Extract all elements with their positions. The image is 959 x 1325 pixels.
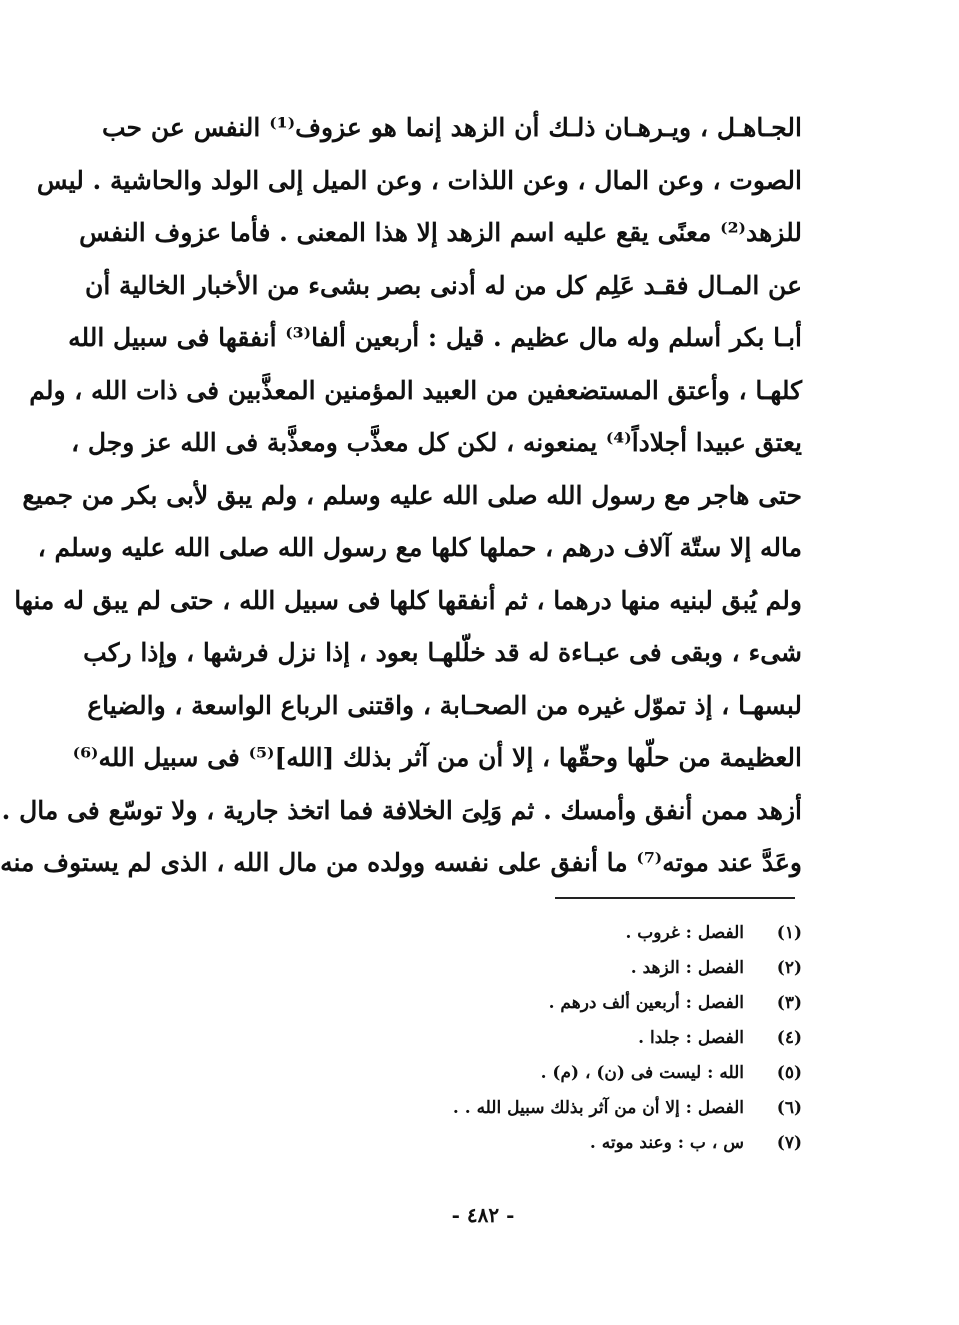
footnote-item (382, 1056, 802, 1091)
footnote-number: (٦) (776, 1098, 802, 1118)
footnote-item (382, 951, 802, 986)
footnote-number: (٢) (776, 958, 802, 978)
footnote-text: الله : ليست فى (ن) ، (م) . (540, 1063, 744, 1083)
footnote-text: الفصل : أربعين ألف درهم . (548, 993, 744, 1013)
footnote-item (382, 1021, 802, 1056)
text-line: شىء ، وبقى فى عبـاءة له قد خلّلهـا بعود ، إذا نزل فرشها ، وإذا ركب (83, 638, 802, 667)
footnotes-list (382, 916, 802, 1161)
footnote-text: الفصل : إلا أن من آثر بذلك سبيل الله . . (452, 1098, 744, 1118)
text-line: أبـا بكر أسلم وله مال عظيم . قيل : أربعين ألفا⁽³⁾ أنفقها فى سبيل الله (68, 323, 802, 352)
footnote-text: الفصل : غروب . (625, 923, 744, 943)
page-number: - ٤٨٢ - (451, 1203, 515, 1227)
text-line: حتى هاجر مع رسول الله صلى الله عليه وسلم ، ولم يبق لأبى بكر من جميع (22, 480, 802, 510)
main-text (0, 102, 802, 890)
text-line: العظيمة من حلّها وحقّها ، إلا أن من آثر بذلك [الله]⁽⁵⁾ فى سبيل الله⁽⁶⁾ (72, 743, 802, 772)
text-line: للزهد⁽²⁾ معنًى يقع عليه اسم الزهد إلا هذا المعنى . فأما عزوف النفس (79, 218, 802, 247)
footnote-text: الفصل : الزهد . (630, 958, 744, 978)
text-line: ماله إلا ستّة آلاف درهم ، حملها كلها مع رسول الله صلى الله عليه وسلم ، (37, 533, 802, 562)
footnote-item (382, 986, 802, 1021)
text-line: الجـاهـل ، ويـرهـان ذلـك أن الزهد إنما هو عزوف⁽¹⁾ النفس عن حب (102, 113, 802, 142)
footnote-number: (٥) (776, 1063, 802, 1083)
text-line: وعَدَّ عند موته⁽⁷⁾ ما أنفق على نفسه وولده من مال الله ، الذى لم يستوف منه (0, 848, 802, 877)
footnote-item (382, 1126, 802, 1161)
text-line: الصوت ، وعن المال ، وعن اللذات ، وعن الميل إلى الولد والحاشية . ليس (36, 165, 802, 195)
text-line: يعتق عبيدا أجلاداً⁽⁴⁾ يمنعونه ، لكن كل معذَّب ومعذَّبة فى الله عز وجل ، (71, 428, 802, 457)
footnote-number: (٣) (776, 993, 802, 1013)
text-line: أزهد ممن أنفق وأمسك . ثم وَلِىَ الخلافة فما اتخذ جارية ، ولا توسّع فى مال . (1, 795, 802, 825)
text-line: كلهـا ، وأعتق المستضعفين من العبيد المؤمنين المعذَّبين فى ذات الله ، ولم (29, 375, 802, 405)
footnote-number: (٧) (776, 1133, 802, 1153)
footnote-text: الفصل : جلدا . (638, 1028, 744, 1048)
footnote-item (382, 916, 802, 951)
text-line: ولم يُبق لبنيه منها درهما ، ثم أنفقها كلها فى سبيل الله ، حتى لم يبق له منها (14, 585, 802, 615)
footnote-number: (٤) (776, 1028, 802, 1048)
text-line: لبسهـا ، إذ تموّل غيره من الصحـابة ، واقتنى الرباع الواسعة ، والضياع (87, 690, 802, 720)
footnote-text: س ، ب : وعند موته . (589, 1133, 744, 1153)
footnote-item (382, 1091, 802, 1126)
footnote-number: (١) (776, 923, 802, 943)
footnote-separator (555, 897, 795, 899)
text-line: عن المـال فقـد عَلِم كل من له أدنى بصر بشىء من الأخبار الخالية أن (84, 270, 802, 300)
